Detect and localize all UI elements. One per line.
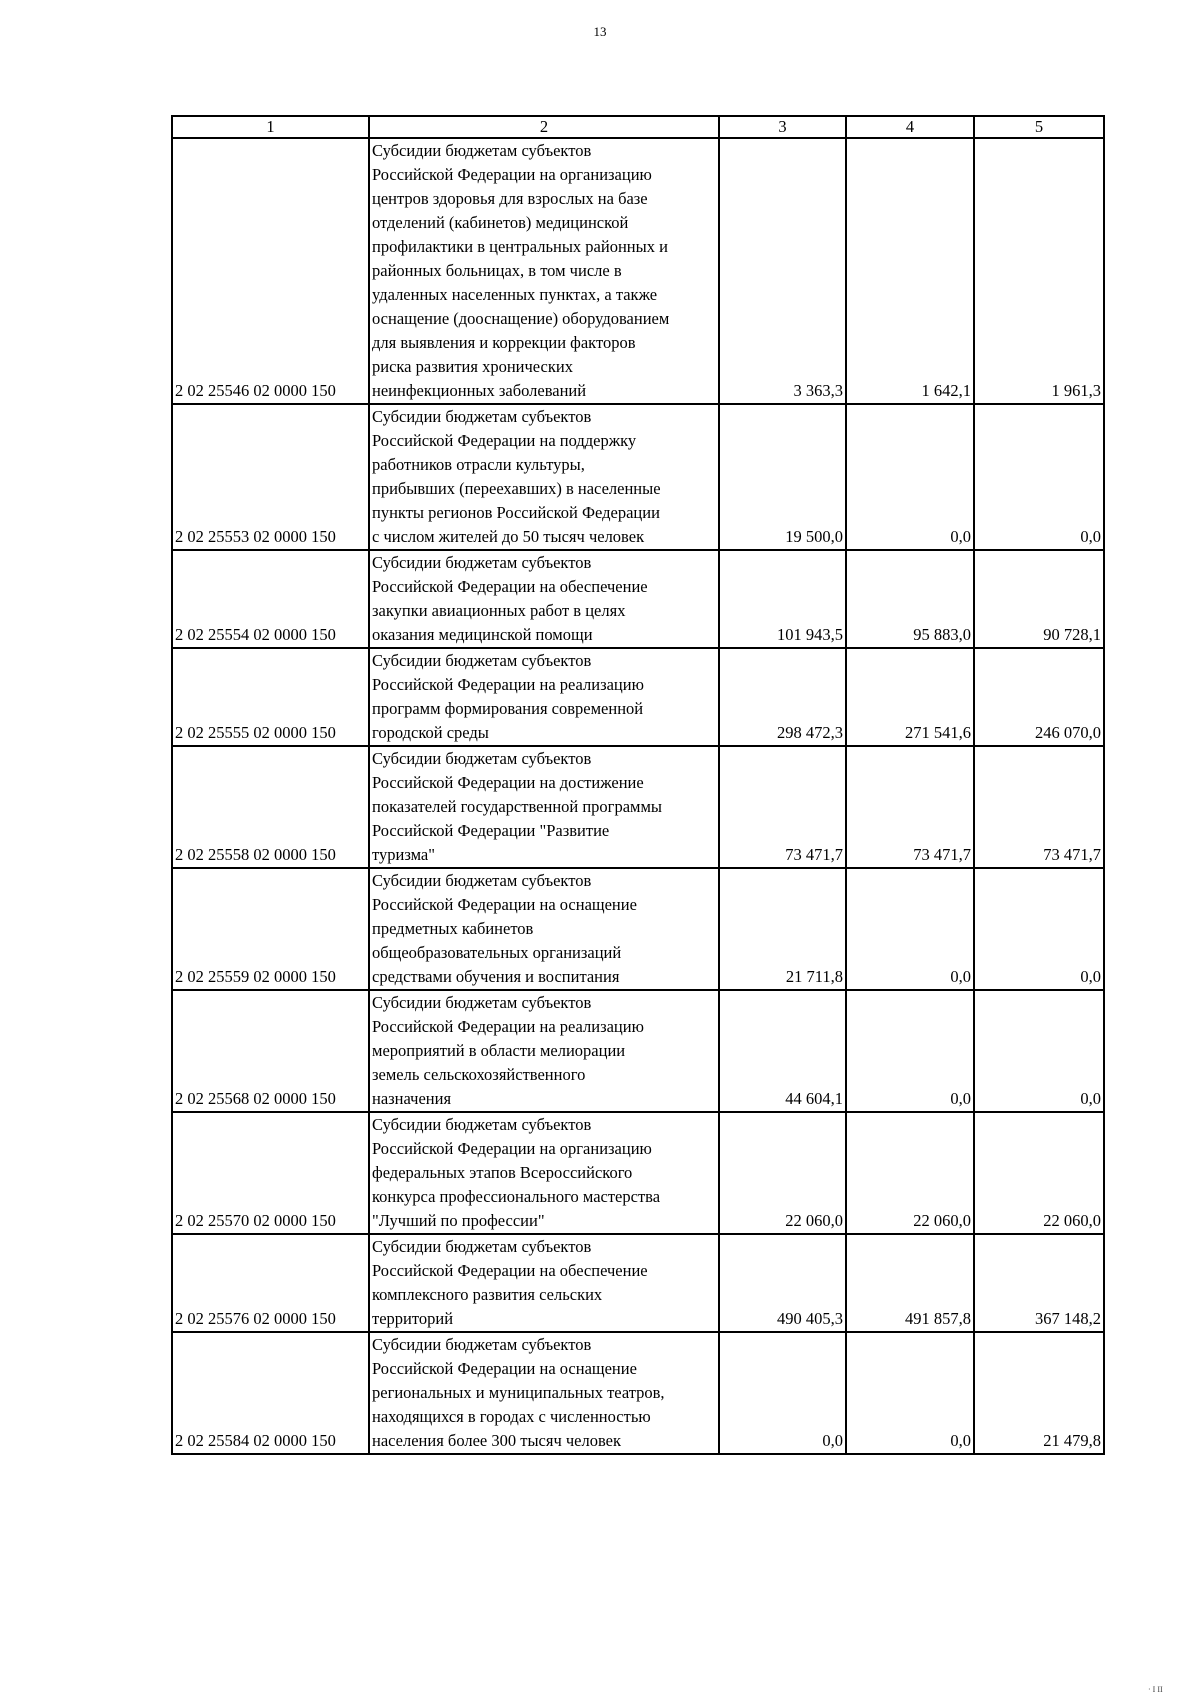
description-line: отделений (кабинетов) медицинской [372, 213, 629, 232]
description-line: "Лучший по профессии" [372, 1211, 545, 1230]
table-row [172, 1112, 1104, 1234]
amount-cell-col4: 95 883,0 [846, 550, 974, 648]
description-line: земель сельскохозяйственного [372, 1065, 586, 1084]
description-line: комплексного развития сельских [372, 1285, 603, 1304]
description-line: средствами обучения и воспитания [372, 967, 620, 986]
budget-code-cell: 2 02 25553 02 0000 150 [172, 404, 369, 550]
description-cell [369, 138, 719, 404]
amount-cell-col3: 19 500,0 [719, 404, 846, 550]
amount-cell-col5: 0,0 [974, 404, 1104, 550]
amount-cell-col3: 73 471,7 [719, 746, 846, 868]
amount-cell-col3: 101 943,5 [719, 550, 846, 648]
table-row [172, 550, 1104, 648]
description-line: предметных кабинетов [372, 919, 534, 938]
description-line: Субсидии бюджетам субъектов [372, 749, 592, 768]
amount-cell-col5: 0,0 [974, 868, 1104, 990]
description-cell [369, 1112, 719, 1234]
column-header-1: 1 [172, 116, 369, 138]
description-line: районных больницах, в том числе в [372, 261, 622, 280]
description-line: Субсидии бюджетам субъектов [372, 651, 592, 670]
budget-code-cell: 2 02 25584 02 0000 150 [172, 1332, 369, 1454]
description-line: Российской Федерации на организацию [372, 1139, 652, 1158]
amount-cell-col4: 0,0 [846, 404, 974, 550]
description-line: профилактики в центральных районных и [372, 237, 668, 256]
table-row [172, 868, 1104, 990]
amount-cell-col3: 22 060,0 [719, 1112, 846, 1234]
description-cell [369, 746, 719, 868]
amount-cell-col5: 1 961,3 [974, 138, 1104, 404]
description-line: региональных и муниципальных театров, [372, 1383, 665, 1402]
amount-cell-col5: 73 471,7 [974, 746, 1104, 868]
description-line: закупки авиационных работ в целях [372, 601, 626, 620]
description-cell [369, 404, 719, 550]
description-line: Российской Федерации "Развитие [372, 821, 610, 840]
amount-cell-col4: 0,0 [846, 1332, 974, 1454]
table-row [172, 648, 1104, 746]
budget-code-cell: 2 02 25559 02 0000 150 [172, 868, 369, 990]
description-line: населения более 300 тысяч человек [372, 1431, 622, 1450]
description-line: находящихся в городах с численностью [372, 1407, 651, 1426]
amount-cell-col3: 490 405,3 [719, 1234, 846, 1332]
description-line: показателей государственной программы [372, 797, 662, 816]
table-row [172, 990, 1104, 1112]
page-number: 13 [593, 24, 607, 39]
description-line: прибывших (переехавших) в населенные [372, 479, 661, 498]
description-cell [369, 648, 719, 746]
description-line: работников отрасли культуры, [372, 455, 585, 474]
description-cell [369, 868, 719, 990]
description-line: туризма" [372, 845, 435, 864]
description-line: федеральных этапов Всероссийского [372, 1163, 633, 1182]
description-cell [369, 550, 719, 648]
table-body [172, 138, 1104, 1454]
column-header-5: 5 [974, 116, 1104, 138]
table-row [172, 1332, 1104, 1454]
table-row [172, 746, 1104, 868]
description-line: для выявления и коррекции факторов [372, 333, 636, 352]
amount-cell-col4: 0,0 [846, 990, 974, 1112]
amount-cell-col3: 44 604,1 [719, 990, 846, 1112]
amount-cell-col3: 21 711,8 [719, 868, 846, 990]
description-line: Российской Федерации на организацию [372, 165, 652, 184]
description-line: Субсидии бюджетам субъектов [372, 1335, 592, 1354]
budget-code-cell: 2 02 25558 02 0000 150 [172, 746, 369, 868]
amount-cell-col3: 298 472,3 [719, 648, 846, 746]
amount-cell-col5: 0,0 [974, 990, 1104, 1112]
description-line: оснащение (дооснащение) оборудованием [372, 309, 670, 328]
description-line: Российской Федерации на обеспечение [372, 577, 648, 596]
budget-code-cell: 2 02 25555 02 0000 150 [172, 648, 369, 746]
description-line: Российской Федерации на обеспечение [372, 1261, 648, 1280]
amount-cell-col3: 3 363,3 [719, 138, 846, 404]
amount-cell-col4: 0,0 [846, 868, 974, 990]
description-line: Российской Федерации на реализацию [372, 1017, 644, 1036]
description-line: центров здоровья для взрослых на базе [372, 189, 648, 208]
table-row [172, 1234, 1104, 1332]
description-line: оказания медицинской помощи [372, 625, 593, 644]
description-line: Субсидии бюджетам субъектов [372, 407, 592, 426]
budget-code-cell: 2 02 25570 02 0000 150 [172, 1112, 369, 1234]
description-line: программ формирования современной [372, 699, 644, 718]
table-row [172, 404, 1104, 550]
budget-code-cell: 2 02 25554 02 0000 150 [172, 550, 369, 648]
description-line: Российской Федерации на оснащение [372, 1359, 637, 1378]
description-line: общеобразовательных организаций [372, 943, 622, 962]
column-header-4: 4 [846, 116, 974, 138]
amount-cell-col3: 0,0 [719, 1332, 846, 1454]
budget-code-cell: 2 02 25568 02 0000 150 [172, 990, 369, 1112]
description-line: риска развития хронических [372, 357, 573, 376]
description-line: Российской Федерации на достижение [372, 773, 644, 792]
corner-mark: · I II [1148, 1685, 1163, 1694]
amount-cell-col5: 367 148,2 [974, 1234, 1104, 1332]
table-header-row [172, 116, 1104, 138]
description-cell [369, 1234, 719, 1332]
budget-table [171, 115, 1105, 1455]
description-line: конкурса профессионального мастерства [372, 1187, 661, 1206]
amount-cell-col4: 271 541,6 [846, 648, 974, 746]
amount-cell-col5: 21 479,8 [974, 1332, 1104, 1454]
description-cell [369, 1332, 719, 1454]
amount-cell-col4: 1 642,1 [846, 138, 974, 404]
description-line: пункты регионов Российской Федерации [372, 503, 660, 522]
amount-cell-col5: 90 728,1 [974, 550, 1104, 648]
description-line: территорий [372, 1309, 454, 1328]
description-line: Субсидии бюджетам субъектов [372, 141, 592, 160]
description-line: Субсидии бюджетам субъектов [372, 1237, 592, 1256]
column-header-2: 2 [369, 116, 719, 138]
amount-cell-col5: 246 070,0 [974, 648, 1104, 746]
description-line: удаленных населенных пунктах, а также [372, 285, 658, 304]
description-cell [369, 990, 719, 1112]
description-line: Субсидии бюджетам субъектов [372, 871, 592, 890]
description-line: с числом жителей до 50 тысяч человек [372, 527, 645, 546]
column-header-3: 3 [719, 116, 846, 138]
budget-code-cell: 2 02 25546 02 0000 150 [172, 138, 369, 404]
description-line: Российской Федерации на реализацию [372, 675, 644, 694]
description-line: Субсидии бюджетам субъектов [372, 553, 592, 572]
description-line: Субсидии бюджетам субъектов [372, 993, 592, 1012]
amount-cell-col4: 22 060,0 [846, 1112, 974, 1234]
description-line: Российской Федерации на поддержку [372, 431, 637, 450]
amount-cell-col5: 22 060,0 [974, 1112, 1104, 1234]
description-line: неинфекционных заболеваний [372, 381, 587, 400]
amount-cell-col4: 73 471,7 [846, 746, 974, 868]
description-line: Российской Федерации на оснащение [372, 895, 637, 914]
table-row [172, 138, 1104, 404]
description-line: Субсидии бюджетам субъектов [372, 1115, 592, 1134]
description-line: городской среды [372, 723, 489, 742]
description-line: мероприятий в области мелиорации [372, 1041, 626, 1060]
description-line: назначения [372, 1089, 452, 1108]
budget-code-cell: 2 02 25576 02 0000 150 [172, 1234, 369, 1332]
amount-cell-col4: 491 857,8 [846, 1234, 974, 1332]
